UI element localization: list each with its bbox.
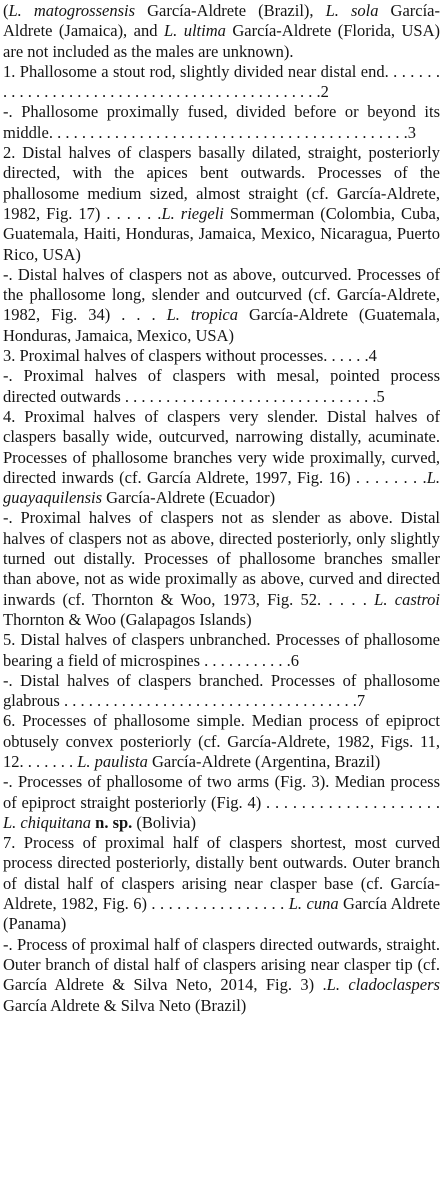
key-couplet-7-alt: -. Process of proximal half of claspers directed outwards, straight. Outer branch of distal half of claspers arising near clasper tip (cf. García Aldrete & Silva Neto, 2014, Fig. 3) .L. cladoclaspers García Aldrete & Silva Neto (Brazil) <box>3 934 440 1015</box>
intro-note: (L. matogrossensis García-Aldrete (Brazil), L. sola García-Aldrete (Jamaica), and L. ultima García-Aldrete (Florida, USA) are not included as the males are unknown). <box>3 1 440 61</box>
key-couplet-4-alt: -. Proximal halves of claspers not as slender as above. Distal halves of claspers not as above, directed posteriorly, only slightly turned out distally. Processes of phallosome branches smaller than above, not as wide proximally as above, curved and directed inwards (cf. Thornton & Woo, 1973, Fig. 52. . . . . L. castroi Thornton & Woo (Galapagos Islands) <box>3 508 440 629</box>
key-couplet-5-alt: -. Distal halves of claspers branched. Processes of phallosome glabrous . . . . . . . . . . . . . . . . . . . . . . . . . . . . . . . . . . . .7 <box>3 670 440 711</box>
key-couplet-1-alt: -. Phallosome proximally fused, divided before or beyond its middle. . . . . . . . . . . . . . . . . . . . . . . . . . . . . . . . . . . . . . . . . . . .3 <box>3 102 440 142</box>
key-couplet-6-alt: -. Processes of phallosome of two arms (Fig. 3). Median process of epiproct straight posteriorly (Fig. 4) . . . . . . . . . . . . . . . . . . . . L. chiquitana n. sp. (Bolivia) <box>3 772 440 832</box>
key-couplet-1: 1. Phallosome a stout rod, slightly divided near distal end. . . . . . . . . . . . . . . . . . . . . . . . . . . . . . . . . . . . . . . . . . . . . .2 <box>3 61 440 102</box>
key-couplet-4: 4. Proximal halves of claspers very slender. Distal halves of claspers basally wide, outcurved, narrowing distally, acuminate. Processes of phallosome branches very wide proximally, curved, directed inwards (cf. García Aldrete, 1997, Fig. 16) . . . . . . . .L. guayaquilensis García-Aldrete (Ecuador) <box>3 406 440 508</box>
key-couplet-7: 7. Process of proximal half of claspers shortest, most curved process directed posteriorly, distally bent outwards. Outer branch of distal half of claspers arising near clasper base (cf. García-Aldrete, 1982, Fig. 6) . . . . . . . . . . . . . . . . L. cuna García Aldrete (Panama) <box>3 833 441 934</box>
key-couplet-3-alt: -. Proximal halves of claspers with mesal, pointed process directed outwards . . . . . . . . . . . . . . . . . . . . . . . . . . . . . . .5 <box>3 366 440 406</box>
key-couplet-2: 2. Distal halves of claspers basally dilated, straight, posteriorly directed, with the apices bent outwards. Processes of the phallosome medium sized, almost straight (cf. García-Aldrete, 1982, Fig. 17) . . . . . .L. riegeli Sommerman (Colombia, Cuba, Guatemala, Haiti, Honduras, Jamaica, Mexico, Nicaragua, Puerto Rico, USA) <box>3 143 441 264</box>
key-document <box>3 0 440 1016</box>
key-couplet-5: 5. Distal halves of claspers unbranched. Processes of phallosome bearing a field of microspines . . . . . . . . . . .6 <box>3 630 440 670</box>
key-couplet-3: 3. Proximal halves of claspers without processes. . . . . .4 <box>3 346 377 366</box>
key-couplet-6: 6. Processes of phallosome simple. Median process of epiproct obtusely convex posteriorly (cf. García-Aldrete, 1982, Figs. 11, 12. . . . . . . L. paulista García-Aldrete (Argentina, Brazil) <box>3 711 440 771</box>
key-couplet-2-alt: -. Distal halves of claspers not as above, outcurved. Processes of the phallosome long, slender and outcurved (cf. García-Aldrete, 1982, Fig. 34) . . . L. tropica García-Aldrete (Guatemala, Honduras, Jamaica, Mexico, USA) <box>3 264 440 345</box>
